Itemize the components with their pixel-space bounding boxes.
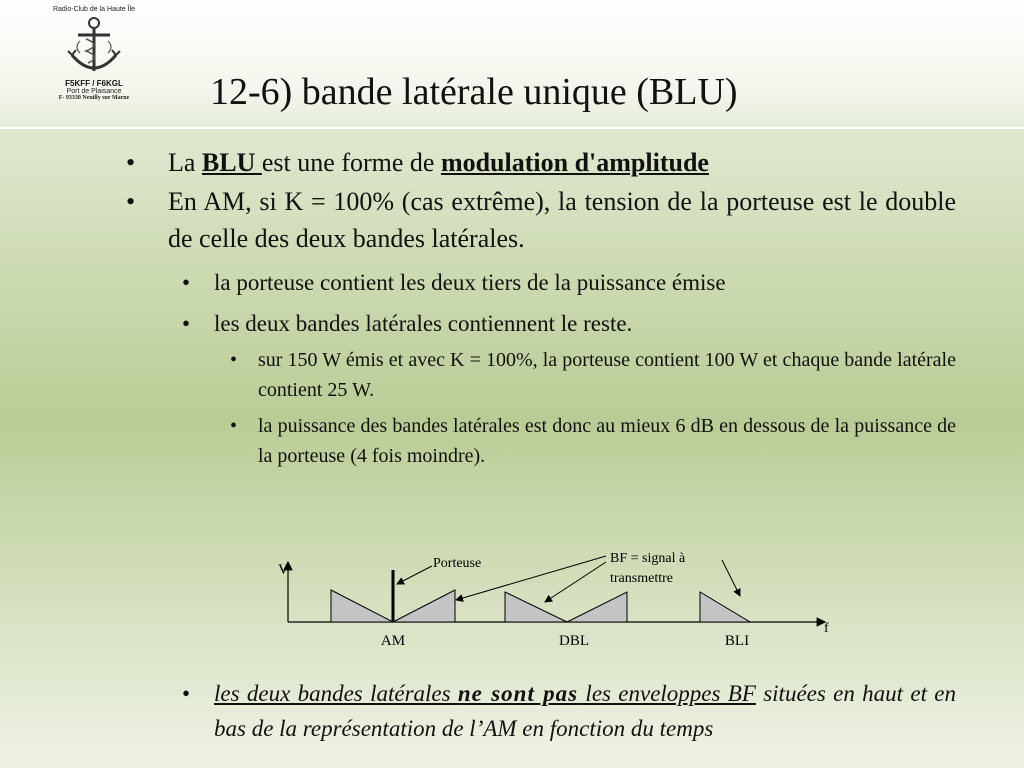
logo-club-name: Radio-Club de la Haute Île	[52, 6, 136, 13]
modulation-amplitude-link[interactable]: modulation d'amplitude	[440, 148, 709, 177]
page-title: 12-6) bande latérale unique (BLU)	[210, 71, 738, 113]
spectrum-diagram	[270, 540, 850, 655]
b2-text: En AM, si K = 100% (cas extrême), la tension de la porteuse est le double de celle des deux bandes latérales.	[168, 187, 956, 253]
dbl-lower-sideband	[505, 592, 567, 622]
bli-sideband	[700, 592, 750, 622]
b1-prefix: La	[168, 148, 202, 177]
bullet-6db	[126, 411, 956, 471]
am-label: AM	[380, 633, 406, 649]
bf-arrow-dbl	[545, 562, 606, 602]
b2a-text: la porteuse contient les deux tiers de la puissance émise	[214, 270, 726, 295]
note-part2: les enveloppes BF	[578, 681, 756, 706]
dbl-upper-sideband	[567, 592, 627, 622]
bullet-dot: •	[126, 148, 136, 177]
bullet-sidebands-rest	[126, 308, 956, 339]
logo-address: F- 93330 Neuilly sur Marne	[58, 95, 130, 101]
bullet-blu-definition	[126, 144, 956, 181]
am-upper-sideband	[393, 590, 455, 622]
note-emphasis: ne sont pas	[457, 681, 579, 706]
carrier-arrow	[397, 566, 432, 584]
bf-label-line1: BF = signal à	[610, 551, 686, 566]
bullet-envelope-note	[126, 676, 956, 746]
am-lower-sideband	[331, 590, 393, 622]
bullet-dot: •	[126, 187, 136, 216]
bf-arrow-bli	[722, 560, 740, 596]
header-divider	[0, 127, 1024, 129]
anchor-icon	[64, 15, 124, 77]
b2b1-text: sur 150 W émis et avec K = 100%, la porteuse contient 100 W et chaque bande latérale contient 25 W.	[258, 349, 956, 401]
carrier-label: Porteuse	[433, 556, 482, 571]
logo-callsign: F5KFF / F6KGL	[65, 79, 123, 88]
note-part1: les deux bandes latérales	[214, 681, 458, 706]
b1-mid: est une forme de	[261, 148, 441, 177]
b2b-text: les deux bandes latérales contiennent le reste.	[214, 311, 633, 336]
logo-port: Port de Plaisance	[66, 88, 122, 95]
slide-content	[126, 144, 956, 471]
x-axis-label: f	[824, 621, 829, 636]
bli-label: BLI	[724, 633, 750, 649]
note-part3: situées en haut et en bas de la représentation de l’AM en fonction du temps	[214, 681, 956, 741]
bullet-carrier-power	[126, 267, 956, 298]
bullet-150w-example	[126, 345, 956, 405]
bullet-dot: •	[230, 415, 238, 437]
envelope-note-item	[126, 676, 956, 746]
bullet-dot: •	[182, 311, 191, 336]
bullet-dot: •	[182, 270, 191, 295]
bullet-dot: •	[182, 681, 191, 706]
bf-label-line2: transmettre	[610, 571, 673, 586]
bullet-dot: •	[230, 349, 238, 371]
y-axis-label: V	[278, 562, 289, 578]
bullet-am-voltage	[126, 183, 956, 257]
blu-link[interactable]: BLU	[201, 148, 262, 177]
dbl-label: DBL	[559, 633, 589, 649]
b2b2-text: la puissance des bandes latérales est donc au mieux 6 dB en dessous de la puissance de la porteuse (4 fois moindre).	[258, 415, 956, 467]
club-logo	[38, 6, 150, 124]
